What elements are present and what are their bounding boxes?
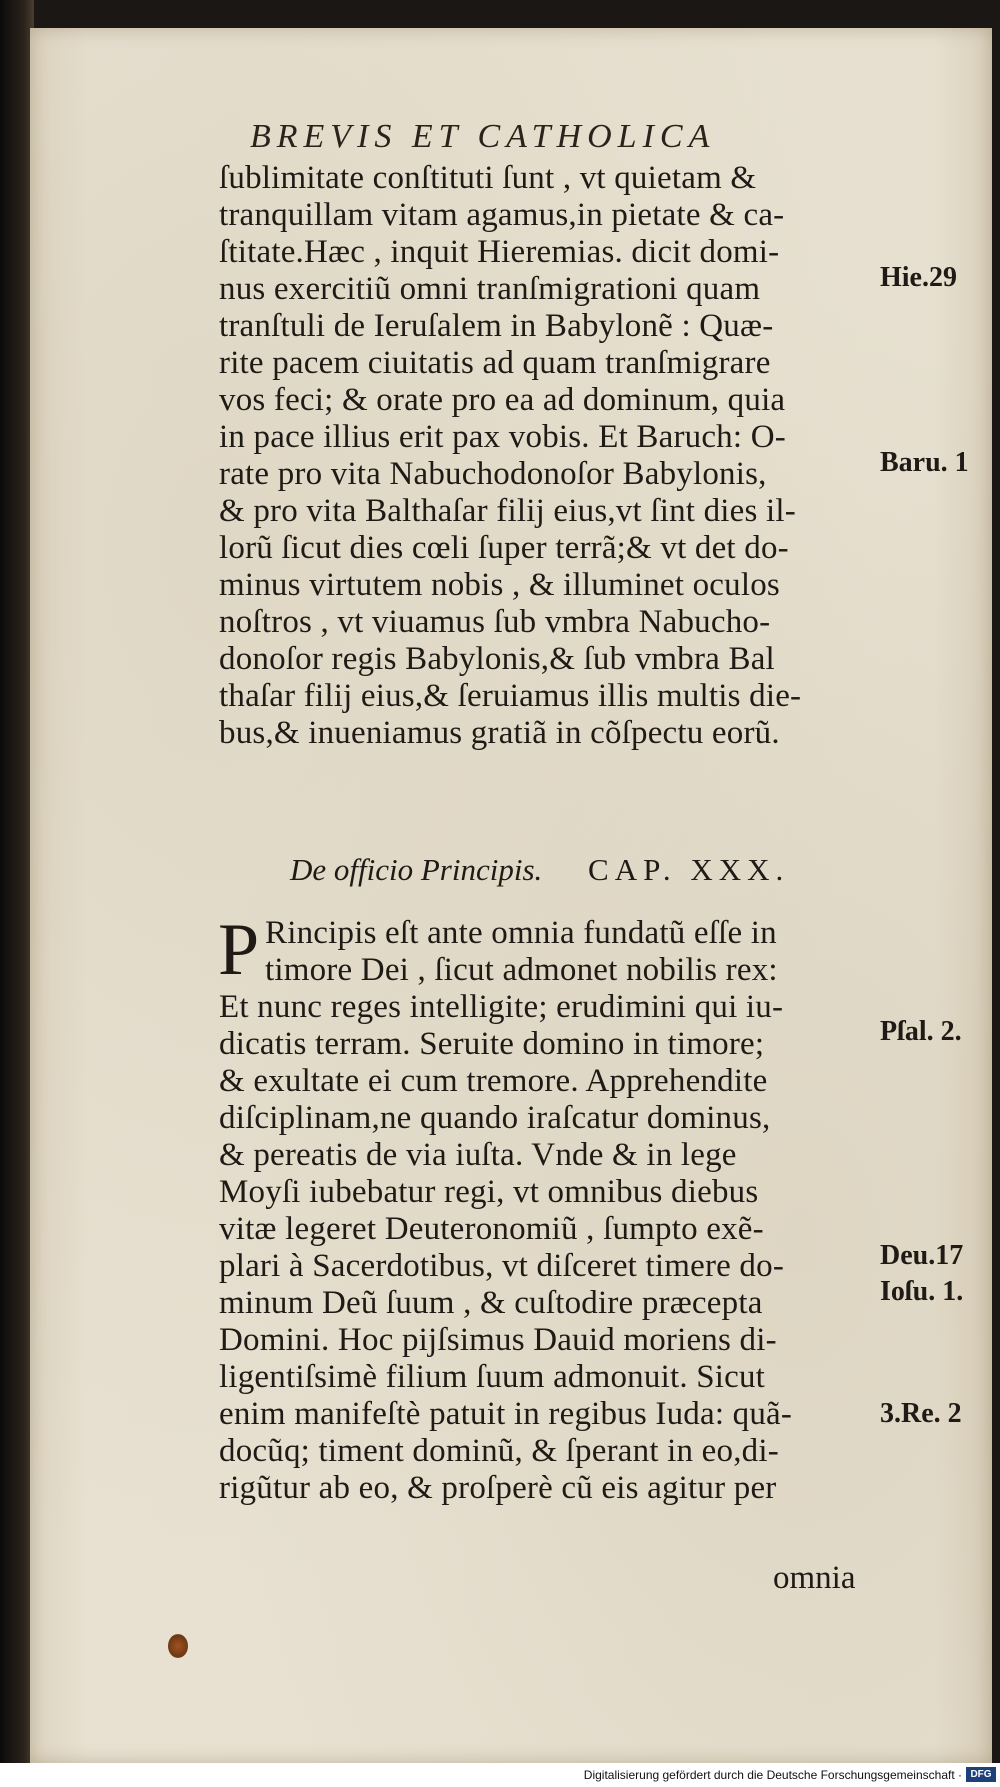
text-line: enim manifeſtè patuit in regibus Iuda: quã- bbox=[219, 1396, 793, 1432]
text-line: in pace illius erit pax vobis. Et Baruch: O- bbox=[219, 419, 786, 455]
marginal-reference: Hie.29 bbox=[880, 262, 957, 293]
text-line: plari à Sacerdotibus, vt diſceret timere do- bbox=[219, 1248, 785, 1284]
text-line: & pro vita Balthaſar filij eius,vt ſint dies il- bbox=[219, 493, 796, 529]
text-line: ligentiſsimè filium ſuum admonuit. Sicut bbox=[219, 1359, 766, 1395]
chapter-heading bbox=[290, 852, 789, 888]
dfg-logo: DFG bbox=[966, 1767, 996, 1782]
marginal-reference: Baru. 1 bbox=[880, 447, 969, 478]
marginal-reference: Ioſu. 1. bbox=[880, 1276, 964, 1307]
funding-credit: Digitalisierung gefördert durch die Deutsche Forschungsgemeinschaft · bbox=[583, 1768, 962, 1782]
text-line: Moyſi iubebatur regi, vt omnibus diebus bbox=[219, 1174, 759, 1210]
text-line: minus virtutem nobis , & illuminet oculos bbox=[219, 567, 780, 603]
text-line: Rincipis eſt ante omnia fundatũ eſſe in bbox=[265, 915, 777, 951]
marginal-reference: Deu.17 bbox=[880, 1240, 964, 1271]
text-line: Domini. Hoc pijſsimus Dauid moriens di- bbox=[219, 1322, 777, 1358]
marginal-reference: Pſal. 2. bbox=[880, 1016, 962, 1047]
text-line: & exultate ei cum tremore. Apprehendite bbox=[219, 1063, 768, 1099]
text-line: noſtros , vt viuamus ſub vmbra Nabucho- bbox=[219, 604, 771, 640]
text-line: lorũ ſicut dies cœli ſuper terrã;& vt det do- bbox=[219, 530, 789, 566]
text-line: diſciplinam,ne quando iraſcatur dominus, bbox=[219, 1100, 771, 1136]
text-line: vos feci; & orate pro ea ad dominum, quia bbox=[219, 382, 786, 418]
text-line: nus exercitiũ omni tranſmigrationi quam bbox=[219, 271, 761, 307]
text-line: rite pacem ciuitatis ad quam tranſmigrare bbox=[219, 345, 771, 381]
text-line: minum Deũ ſuum , & cuſtodire præcepta bbox=[219, 1285, 763, 1321]
ink-stain bbox=[168, 1634, 188, 1658]
text-line: ſublimitate conſtituti ſunt , vt quietam & bbox=[219, 160, 757, 196]
text-line: rigũtur ab eo, & proſperè cũ eis agitur per bbox=[219, 1470, 777, 1506]
text-line: thaſar filij eius,& ſeruiamus illis multis die- bbox=[219, 678, 802, 714]
text-line: timore Dei , ſicut admonet nobilis rex: bbox=[265, 952, 778, 988]
catchword: omnia bbox=[773, 1560, 856, 1596]
text-line: docũq; timent dominũ, & ſperant in eo,di- bbox=[219, 1433, 779, 1469]
chapter-title: De officio Principis. bbox=[290, 852, 543, 887]
text-line: donoſor regis Babylonis,& ſub vmbra Bal bbox=[219, 641, 775, 677]
text-line: & pereatis de via iuſta. Vnde & in lege bbox=[219, 1137, 737, 1173]
text-line: bus,& inueniamus gratiã in cõſpectu eorũ. bbox=[219, 715, 780, 751]
text-line: vitæ legeret Deuteronomiũ , ſumpto exẽ- bbox=[219, 1211, 764, 1247]
running-head: BREVIS ET CATHOLICA bbox=[250, 118, 716, 155]
text-line: tranſtuli de Ieruſalem in Babylonẽ : Quæ- bbox=[219, 308, 774, 344]
drop-cap: P bbox=[218, 909, 260, 991]
text-line: tranquillam vitam agamus,in pietate & ca- bbox=[219, 197, 785, 233]
text-line: ſtitate.Hæc , inquit Hieremias. dicit domi- bbox=[219, 234, 780, 270]
chapter-number: CAP. XXX. bbox=[588, 852, 790, 887]
book-binding-edge bbox=[0, 0, 34, 1787]
text-line: dicatis terram. Seruite domino in timore; bbox=[219, 1026, 765, 1062]
text-line: rate pro vita Nabuchodonoſor Babylonis, bbox=[219, 456, 767, 492]
text-line: Et nunc reges intelligite; erudimini qui iu- bbox=[219, 989, 784, 1025]
marginal-reference: 3.Re. 2 bbox=[880, 1398, 962, 1429]
